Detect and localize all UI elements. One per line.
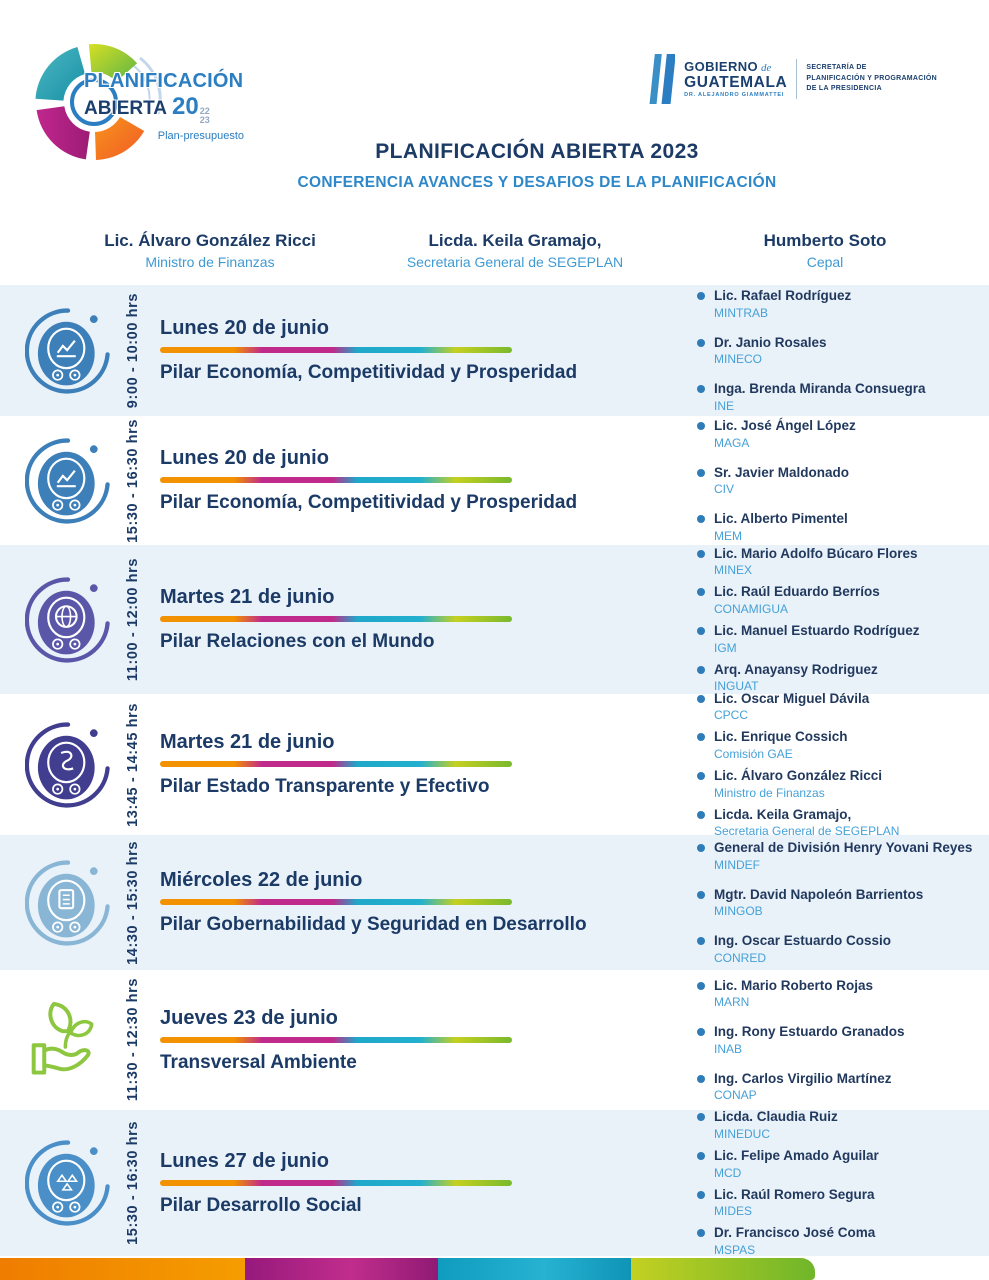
speaker-item (697, 418, 979, 450)
session-main (154, 317, 697, 384)
bullet-icon (697, 339, 705, 347)
session-time: 15:30 - 16:30 hrs (125, 418, 141, 543)
speaker-item (697, 1024, 979, 1056)
bullet-icon (697, 982, 705, 990)
session-title: Pilar Gobernabilidad y Seguridad en Desarrollo (160, 914, 587, 935)
speakers-list (697, 288, 989, 413)
bullet-icon (697, 515, 705, 523)
bar-segment-green (631, 1258, 815, 1280)
speaker-org: IGM (714, 640, 737, 655)
speakers-list (697, 840, 989, 965)
bullet-icon (697, 666, 705, 674)
speaker-name: Lic. Álvaro González Ricci (714, 768, 883, 783)
speaker-name: Ing. Carlos Virgilio Martínez (714, 1070, 892, 1086)
logo-title-line1: PLANIFICACIÓN (84, 70, 244, 92)
session-time-cell (112, 703, 154, 827)
speaker-org: CIV (714, 482, 735, 497)
gov-dept-line3: DE LA PRESIDENCIA (806, 85, 882, 93)
speaker-org: MINECO (714, 352, 762, 367)
speaker-name: Lic. Alberto Pimentel (714, 511, 848, 527)
bullet-icon (697, 1191, 705, 1199)
speaker-org: MINEX (714, 563, 753, 578)
session-time: 15:30 - 16:30 hrs (125, 1121, 141, 1245)
speaker-item (697, 691, 979, 723)
speaker-org: MEM (714, 528, 742, 543)
speaker-name: Arq. Anayansy Rodriguez (714, 661, 878, 677)
session-main (154, 447, 697, 514)
moderator-role: Cepal (806, 254, 844, 270)
moderator-role: Secretaria General de SEGEPLAN (406, 254, 624, 270)
bullet-icon (697, 292, 705, 300)
speakers-list (697, 1109, 989, 1256)
session-time-cell (112, 1121, 154, 1245)
speaker-org: MINGOB (714, 904, 763, 919)
speaker-item (697, 729, 979, 761)
speaker-name: Lic. Enrique Cossich (714, 729, 848, 745)
bullet-icon (697, 469, 705, 477)
bar-segment-teal (438, 1258, 631, 1280)
bullet-icon (697, 937, 705, 945)
speaker-item (697, 1148, 979, 1180)
session-time-cell (112, 419, 154, 543)
speaker-item (697, 465, 979, 497)
bullet-icon (697, 422, 705, 430)
logo-title-line2: ABIERTA (84, 98, 168, 119)
speaker-org: INE (714, 398, 735, 413)
speaker-name: Lic. Mario Adolfo Búcaro Flores (714, 545, 918, 561)
speaker-org: MIDES (714, 1204, 753, 1219)
moderator-name: Lic. Álvaro González Ricci (104, 231, 316, 250)
session-row (0, 416, 989, 545)
session-time-cell (112, 841, 154, 965)
session-title: Pilar Desarrollo Social (160, 1194, 362, 1216)
session-date: Jueves 23 de junio (160, 1006, 338, 1029)
speaker-org: INAB (714, 1041, 743, 1056)
gov-divider (796, 59, 797, 99)
speaker-name: Ing. Oscar Estuardo Cossio (714, 933, 892, 949)
speaker-item (697, 1225, 979, 1257)
bullet-icon (697, 385, 705, 393)
session-title: Transversal Ambiente (160, 1051, 357, 1073)
bullet-icon (697, 733, 705, 741)
moderator (690, 231, 960, 270)
speaker-name: Mgtr. David Napoleón Barrientos (714, 886, 924, 902)
speaker-item (697, 546, 979, 578)
speaker-name: Lic. José Ángel López (714, 418, 856, 434)
session-time: 14:30 - 15:30 hrs (125, 840, 141, 965)
speaker-item (697, 381, 979, 413)
session-row (0, 285, 989, 416)
speaker-item (697, 662, 979, 694)
mayan-seal-governance-icon (0, 860, 112, 946)
plant-hand-icon (0, 994, 112, 1086)
bullet-icon (697, 772, 705, 780)
speakers-list (697, 691, 989, 838)
session-main (154, 1007, 697, 1074)
bar-segment-orange (0, 1258, 245, 1280)
gov-name-line1: GOBIERNO (684, 58, 759, 74)
session-row (0, 545, 989, 694)
gradient-divider (160, 477, 512, 483)
session-date: Lunes 27 de junio (160, 1149, 329, 1172)
speaker-item (697, 335, 979, 367)
speaker-item (697, 807, 979, 839)
speaker-org: CONAMIGUA (714, 602, 789, 616)
bullet-icon (697, 1229, 705, 1237)
gov-name (684, 60, 787, 99)
gradient-divider (160, 1180, 512, 1186)
gov-dept-line2: PLANIFICACIÓN Y PROGRAMACIÓN (806, 74, 937, 82)
speakers-list (697, 418, 989, 543)
speaker-item (697, 288, 979, 320)
logo-year-top: 22 (199, 106, 210, 116)
speaker-item (697, 623, 979, 655)
logo-year: 20 (172, 93, 199, 120)
bullet-icon (697, 811, 705, 819)
speaker-org: Comisión GAE (714, 747, 793, 761)
speaker-org: MSPAS (714, 1242, 756, 1257)
logo-text (84, 70, 244, 142)
gradient-divider (160, 616, 512, 622)
bar-segment-magenta (245, 1258, 438, 1280)
speaker-item (697, 840, 979, 872)
gradient-divider (160, 761, 512, 767)
speaker-item (697, 511, 979, 543)
session-main (154, 869, 697, 936)
speaker-item (697, 1109, 979, 1141)
gov-bars-icon (649, 52, 675, 106)
speaker-name: Licda. Keila Gramajo, (714, 806, 852, 822)
speaker-name: Sr. Javier Maldonado (714, 464, 850, 480)
mayan-seal-social-icon (0, 1140, 112, 1226)
speaker-org: MINDEF (714, 857, 760, 872)
speaker-name: Inga. Brenda Miranda Consuegra (714, 381, 926, 397)
moderator-name: Licda. Keila Gramajo, (428, 231, 602, 250)
bullet-icon (697, 1028, 705, 1036)
bullet-icon (697, 891, 705, 899)
mayan-seal-economy-icon (0, 308, 112, 394)
session-title: Pilar Estado Transparente y Efectivo (160, 776, 490, 797)
session-time-cell (112, 558, 154, 681)
mayan-seal-transparency-icon (0, 722, 112, 808)
speaker-item (697, 584, 979, 616)
speaker-org: Secretaria General de SEGEPLAN (714, 824, 900, 839)
speaker-name: Lic. Rafael Rodríguez (714, 288, 852, 304)
gov-president: DR. ALEJANDRO GIAMMATTEI (684, 92, 785, 98)
session-date: Miércoles 22 de junio (160, 869, 363, 891)
speaker-item (697, 1071, 979, 1103)
session-row (0, 1110, 989, 1256)
speaker-name: Lic. Raúl Romero Segura (714, 1186, 875, 1202)
bullet-icon (697, 588, 705, 596)
bullet-icon (697, 1075, 705, 1083)
sessions-list (0, 285, 989, 1256)
speaker-org: MINEDUC (714, 1126, 770, 1141)
bottom-color-bar (0, 1258, 815, 1280)
speaker-item (697, 887, 979, 919)
speaker-name: Lic. Manuel Estuardo Rodríguez (714, 623, 920, 638)
logo-year-bottom: 23 (199, 115, 210, 126)
session-time: 13:45 - 14:45 hrs (125, 702, 141, 827)
session-date: Lunes 20 de junio (160, 447, 329, 469)
speaker-org: MCD (714, 1165, 742, 1180)
moderator (360, 231, 670, 270)
speaker-name: General de División Henry Yovani Reyes (714, 840, 973, 856)
moderator (60, 231, 360, 270)
bullet-icon (697, 844, 705, 852)
speaker-item (697, 933, 979, 965)
speaker-org: CONAP (714, 1088, 757, 1103)
speaker-name: Ing. Rony Estuardo Granados (714, 1024, 905, 1040)
page-subtitle: CONFERENCIA AVANCES Y DESAFIOS DE LA PLANIFICACIÓN (297, 174, 777, 191)
moderators-row (0, 231, 989, 281)
session-row (0, 690, 989, 839)
speaker-name: Dr. Francisco José Coma (714, 1225, 876, 1241)
session-time-cell (112, 978, 154, 1101)
bullet-icon (697, 695, 705, 703)
session-time: 11:00 - 12:00 hrs (125, 557, 141, 682)
session-date: Martes 21 de junio (160, 731, 335, 753)
government-logo (649, 52, 937, 106)
speaker-name: Lic. Oscar Miguel Dávila (714, 690, 870, 706)
speaker-item (697, 978, 979, 1010)
speakers-list (697, 978, 989, 1103)
speaker-org: CONRED (714, 950, 767, 965)
session-row (0, 835, 989, 970)
session-date: Lunes 20 de junio (160, 317, 329, 339)
speaker-name: Lic. Mario Roberto Rojas (714, 977, 874, 993)
gradient-divider (160, 1037, 512, 1043)
gov-dept-line1: SECRETARÍA DE (806, 64, 867, 72)
moderator-name: Humberto Soto (763, 231, 887, 250)
session-row (0, 970, 989, 1110)
speaker-name: Lic. Felipe Amado Aguilar (714, 1147, 879, 1163)
mayan-seal-world-icon (0, 577, 112, 663)
bullet-icon (697, 627, 705, 635)
speaker-item (697, 1187, 979, 1219)
speaker-name: Licda. Claudia Ruiz (714, 1109, 838, 1125)
session-time-cell (112, 293, 154, 408)
speaker-item (697, 768, 979, 800)
speaker-org: MINTRAB (714, 305, 768, 320)
speaker-org: Ministro de Finanzas (714, 785, 825, 800)
speaker-org: MAGA (714, 435, 750, 450)
page-title: PLANIFICACIÓN ABIERTA 2023 (375, 140, 699, 163)
speaker-name: Lic. Raúl Eduardo Berríos (714, 584, 880, 600)
logo-year-stack (200, 107, 210, 126)
session-main (154, 586, 697, 653)
speakers-list (697, 546, 989, 693)
speaker-name: Dr. Janio Rosales (714, 334, 827, 350)
session-title: Pilar Economía, Competitividad y Prosperidad (160, 362, 578, 383)
session-time: 9:00 - 10:00 hrs (125, 292, 141, 409)
session-title: Pilar Economía, Competitividad y Prosperidad (160, 492, 578, 513)
session-main (154, 1150, 697, 1217)
gradient-divider (160, 899, 512, 905)
gov-name-de: de (761, 61, 772, 74)
bullet-icon (697, 1152, 705, 1160)
speaker-org: MARN (714, 995, 750, 1010)
session-title: Pilar Relaciones con el Mundo (160, 631, 435, 652)
session-date: Martes 21 de junio (160, 586, 335, 608)
gradient-divider (160, 347, 512, 353)
speaker-org: INGUAT (714, 679, 759, 694)
bullet-icon (697, 550, 705, 558)
speaker-org: CPCC (714, 708, 749, 723)
gov-department (806, 63, 937, 95)
session-time: 11:30 - 12:30 hrs (125, 978, 141, 1102)
gov-name-line2: GUATEMALA (684, 73, 788, 91)
logo-tagline: Plan-presupuesto (157, 129, 244, 142)
moderator-role: Ministro de Finanzas (145, 254, 275, 270)
bullet-icon (697, 1113, 705, 1121)
session-main (154, 731, 697, 798)
mayan-seal-economy-icon (0, 438, 112, 524)
